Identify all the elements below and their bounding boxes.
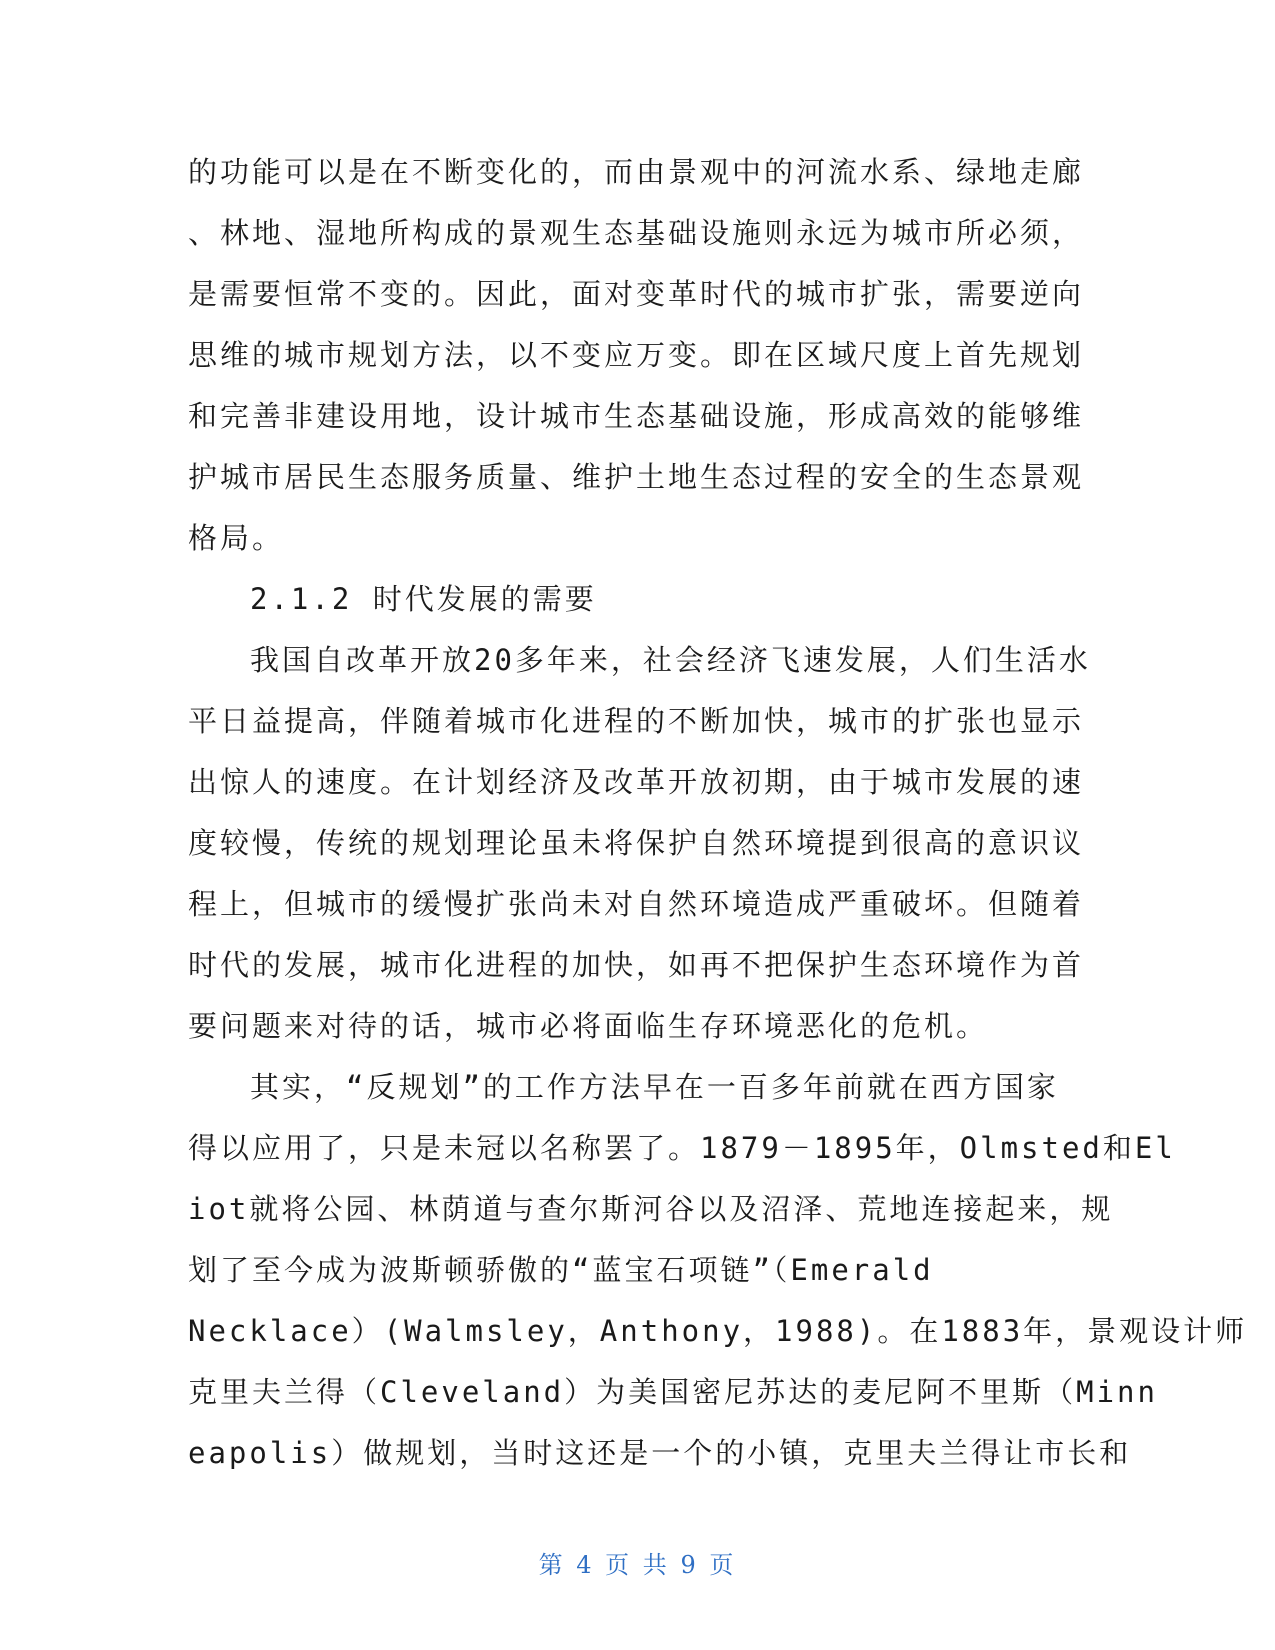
text-line: 的功能可以是在不断变化的，而由景观中的河流水系、绿地走廊: [188, 155, 1085, 189]
text-line: 我国自改革开放20多年来，社会经济飞速发展，人们生活水: [250, 643, 1091, 677]
page-number-footer: 第 4 页 共 9 页: [538, 1551, 737, 1579]
document-body: [188, 142, 1248, 1484]
text-line: 和完善非建设用地，设计城市生态基础设施，形成高效的能够维: [188, 399, 1085, 433]
text-line: 是需要恒常不变的。因此，面对变革时代的城市扩张，需要逆向: [188, 277, 1085, 311]
text-line: 要问题来对待的话，城市必将面临生存环境恶化的危机。: [188, 1009, 989, 1043]
section-heading: 2.1.2 时代发展的需要: [250, 582, 597, 616]
text-line: 度较慢，传统的规划理论虽未将保护自然环境提到很高的意识议: [188, 826, 1085, 860]
text-line: 克里夫兰得（Cleveland）为美国密尼苏达的麦尼阿不里斯（Minn: [188, 1375, 1158, 1409]
text-line: 其实，“反规划”的工作方法早在一百多年前就在西方国家: [250, 1070, 1059, 1104]
text-line: iot就将公园、林荫道与查尔斯河谷以及沼泽、荒地连接起来，规: [188, 1192, 1114, 1226]
text-line: eapolis）做规划，当时这还是一个的小镇，克里夫兰得让市长和: [188, 1436, 1132, 1470]
text-line: 程上，但城市的缓慢扩张尚未对自然环境造成严重破坏。但随着: [188, 887, 1085, 921]
text-line: 出惊人的速度。在计划经济及改革开放初期，由于城市发展的速: [188, 765, 1085, 799]
text-line: 护城市居民生态服务质量、维护土地生态过程的安全的生态景观: [188, 460, 1085, 494]
text-line: 时代的发展，城市化进程的加快，如再不把保护生态环境作为首: [188, 948, 1085, 982]
text-line: 、林地、湿地所构成的景观生态基础设施则永远为城市所必须，: [188, 216, 1085, 250]
text-line: 划了至今成为波斯顿骄傲的“蓝宝石项链”（Emerald: [188, 1253, 934, 1287]
text-line: Necklace）(Walmsley，Anthony，1988)。在1883年，景观设计师: [188, 1314, 1248, 1348]
text-line: 格局。: [188, 521, 285, 555]
text-line: 得以应用了，只是未冠以名称罢了。1879－1895年，Olmsted和El: [188, 1131, 1176, 1165]
text-line: 平日益提高，伴随着城市化进程的不断加快，城市的扩张也显示: [188, 704, 1085, 738]
text-line: 思维的城市规划方法，以不变应万变。即在区域尺度上首先规划: [188, 338, 1085, 372]
